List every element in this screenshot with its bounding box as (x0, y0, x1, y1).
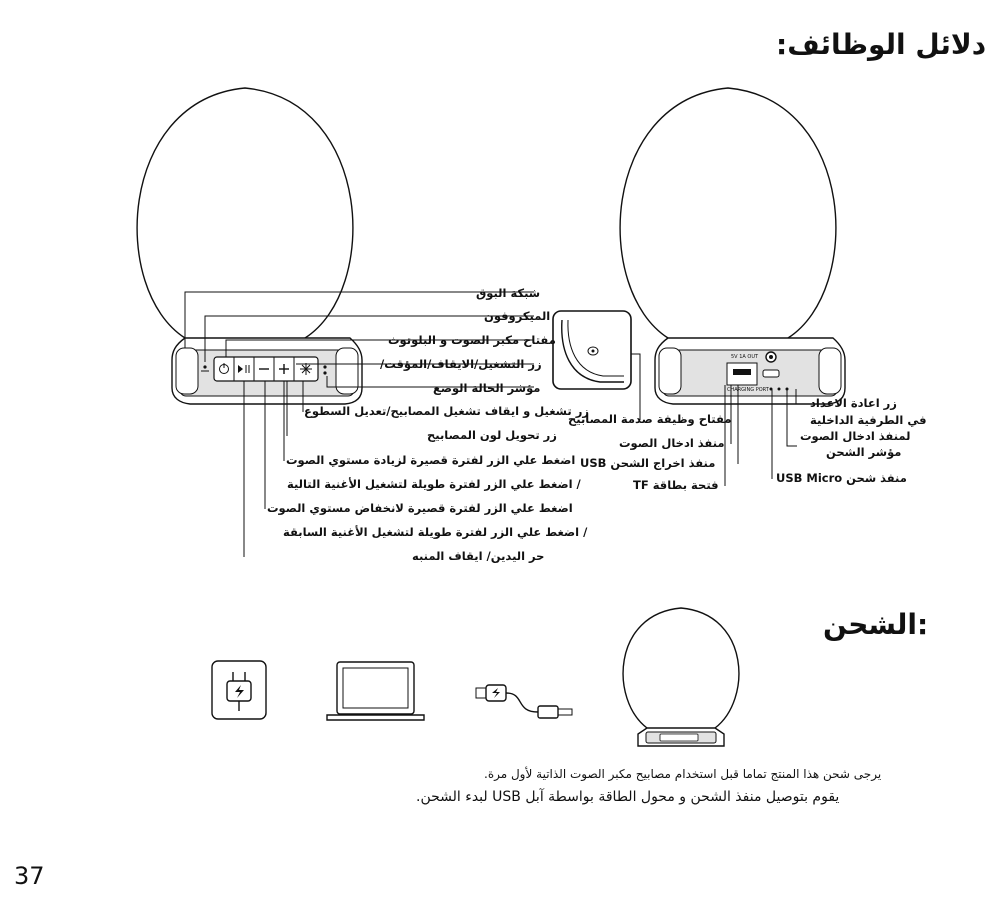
label-usb-out: منفذ اخراج الشحن USB (580, 456, 716, 470)
label-audio-input: لمنفذ ادخال الصوت (800, 429, 911, 443)
page-number: 37 (14, 862, 45, 890)
label-tf-slot: فتحة بطاقة TF (633, 478, 719, 492)
usb-cable-icon (476, 685, 572, 718)
label-play-pause-timer: زر التشغيل/الايقاف/المؤقت/ (380, 357, 542, 371)
label-handsfree-alarm: حر اليدين/ ايقاف المنبه (412, 549, 545, 563)
charging-title: :الشحن (823, 608, 929, 641)
micro-usb-port (763, 370, 779, 377)
charging-port-label: CHARGING PORT (727, 387, 769, 393)
charging-note-2: يقوم بتوصيل منفذ الشحن و محول الطاقة بواسطة آبل USB لبدء الشحن. (416, 789, 840, 805)
label-volume-up: اضغط علي الزر لفترة قصيرة لزيادة مستوي الصوت (286, 453, 576, 467)
front-callout-lines (185, 292, 534, 557)
label-microphone: الميكروفون (484, 309, 551, 323)
label-light-button: زر تشغيل و ايقاف تشغيل المصابيح/تعديل السطوع (304, 404, 589, 418)
charging-note-1: يرجى شحن هذا المنتج تماما قبل استخدام مصابيح مكبر الصوت الذاتية لأول مرة. (484, 767, 882, 781)
label-previous-track: / اضغط علي الزر لفترة طويلة لتشغيل الأغنية السابقة (283, 525, 588, 539)
port-label: 5V 1A OUT (731, 354, 759, 360)
bottom-switch-inset (553, 311, 631, 389)
label-bluetooth-switch: مفتاح مكبر الصوت و البلوتوث (388, 333, 556, 347)
functions-title: دلائل الوظائف: (776, 28, 986, 61)
laptop-icon (327, 662, 424, 720)
label-aux-in: منفذ ادخال الصوت (619, 436, 725, 450)
wall-adapter-icon (212, 661, 266, 719)
label-charge-indicator: مؤشر الشحن (826, 445, 902, 459)
label-color-button: زر تحويل لون المصابيح (427, 428, 557, 442)
label-next-track: / اضغط علي الزر لفترة طويلة لتشغيل الأغنية التالية (287, 477, 581, 491)
front-speaker-illustration (137, 88, 362, 404)
label-status-indicator: مؤشر الحالة الوضع (433, 381, 541, 395)
label-bottom-switch: مفتاح وظيفة صدمة المصابيح (568, 412, 732, 426)
charging-speaker-icon (623, 608, 739, 746)
label-volume-down: اضغط علي الزر لفترة قصيرة لانخفاض مستوي الصوت (267, 501, 573, 515)
label-micro-usb: منفذ شحن USB Micro (776, 471, 907, 485)
label-reset-internal: في الطرفية الداخلية (810, 413, 927, 427)
label-speaker-grille: شبكة البوق (476, 286, 541, 300)
label-reset-button: زر اعادة الاعداد (810, 396, 897, 410)
